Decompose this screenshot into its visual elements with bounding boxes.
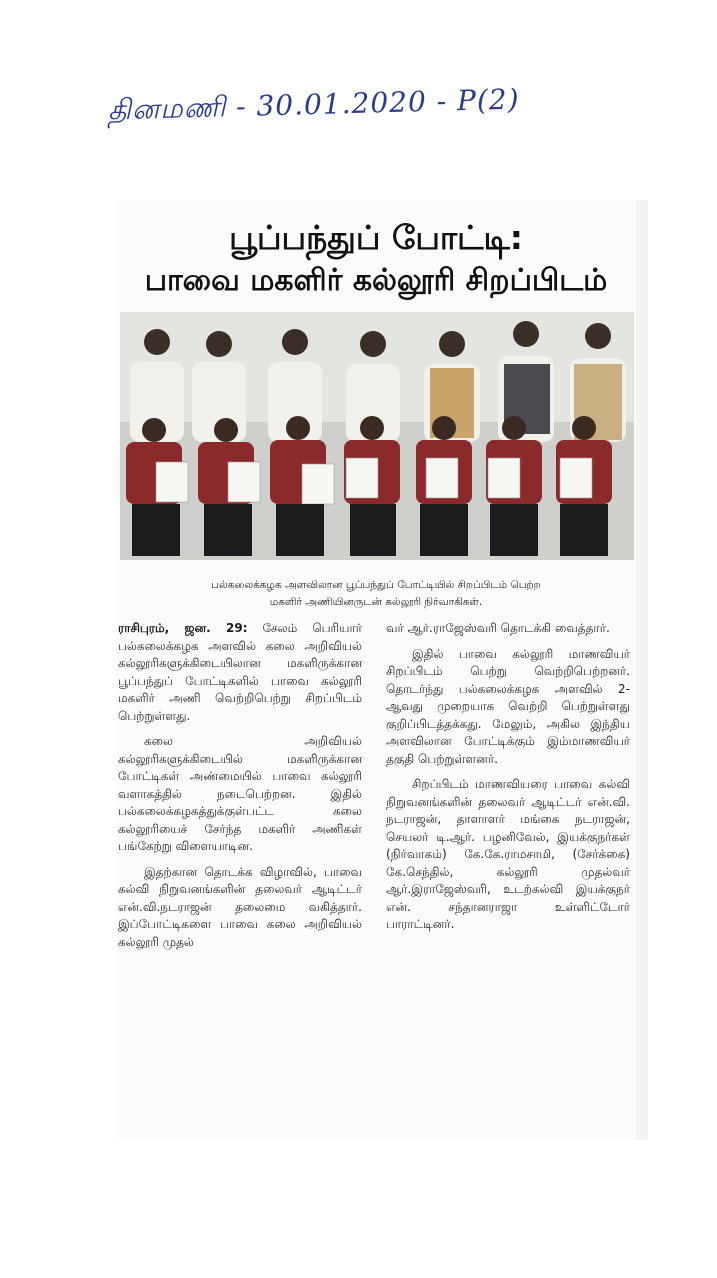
clipping-edge (636, 200, 648, 1140)
photo-caption (116, 577, 636, 611)
caption-line-2: மகளிர் அணியினருடன் கல்லூரி நிர்வாகிகள். (269, 596, 483, 608)
headline-line-1: பூப்பந்துப் போட்டி: (229, 218, 523, 257)
team-photo (120, 312, 634, 560)
article-column-right (386, 620, 630, 942)
article-paragraph: இதில் பாவை கல்லூரி மாணவியர் சிறப்பிடம் பெற்று வெற்றிபெற்றனர். தொடர்ந்து பல்கலைக்கழக அளவில் 2-ஆவது முறையாக வெற்றி பெற்றுள்ளது குறிப்பிடத்தக்கது. மேலும், அகில இந்திய அளவிலான போட்டிக்கும் இம்மாணவியர் தகுதி பெற்றுள்ளனர். (386, 646, 630, 766)
article-column-left (118, 620, 362, 959)
headline-line-2: பாவை மகளிர் கல்லூரி சிறப்பிடம் (144, 263, 608, 298)
newspaper-clipping (116, 200, 636, 1140)
article-paragraph: கலை அறிவியல் கல்லூரிகளுக்கிடையில் மகளிருக்கான போட்டிகள் அண்மையில் பாவை கல்லூரி வளாகத்தில் நடைபெற்றன. இதில் பல்கலைக்கழகத்துக்குள்பட்ட கலை கல்லூரியைச் சேர்ந்த மகளிர் அணிகள் பங்கேற்று விளையாடின. (118, 734, 362, 853)
article-paragraph (118, 620, 362, 725)
dateline: ராசிபுரம், ஜன. 29: (118, 621, 248, 635)
caption-line-1: பல்கலைக்கழக அளவிலான பூப்பந்துப் போட்டியில் சிறப்பிடம் பெற்ற (211, 579, 541, 591)
handwritten-source-note: தினமணி - 30.01.2020 - P(2) (107, 82, 520, 127)
article-paragraph: வர் ஆர்.ராஜேஸ்வரி தொடக்கி வைத்தார். (386, 621, 610, 635)
paragraph-text: சேலம் பெரியார் பல்கலைக்கழக அளவில் கலை அறிவியல் கல்லூரிகளுக்கிடையிலான மகளிருக்கான பூப்பந்துப் போட்டிகளில் பாவை கல்லூரி மகளிர் அணி வெற்றிபெற்று சிறப்பிடம் பெற்றுள்ளது. (118, 621, 362, 723)
article-paragraph: சிறப்பிடம் மாணவியரை பாவை கல்வி நிறுவனங்களின் தலைவர் ஆடிட்டர் என்.வி. நடராஜன், தாளாளர் மங்கை நடராஜன், செயலர் டி.ஆர். பழனிவேல், இயக்குநர்கள் (நிர்வாகம்) கே.கே.ராமசாமி, (சேர்க்கை) கே.செந்தில், கல்லூரி முதல்வர் ஆர்.இராஜேஸ்வரி, உடற்கல்வி இயக்குநர் என். சந்தானராஜா உள்ளிட்டோர் பாராட்டினர். (386, 777, 630, 931)
article-paragraph: இதற்கான தொடக்க விழாவில், பாவை கல்வி நிறுவனங்களின் தலைவர் ஆடிட்டர் என்.வி.நடராஜன் தலைமை வகித்தார். இப்போட்டிகளை பாவை கலை அறிவியல் கல்லூரி முதல் (118, 864, 362, 949)
